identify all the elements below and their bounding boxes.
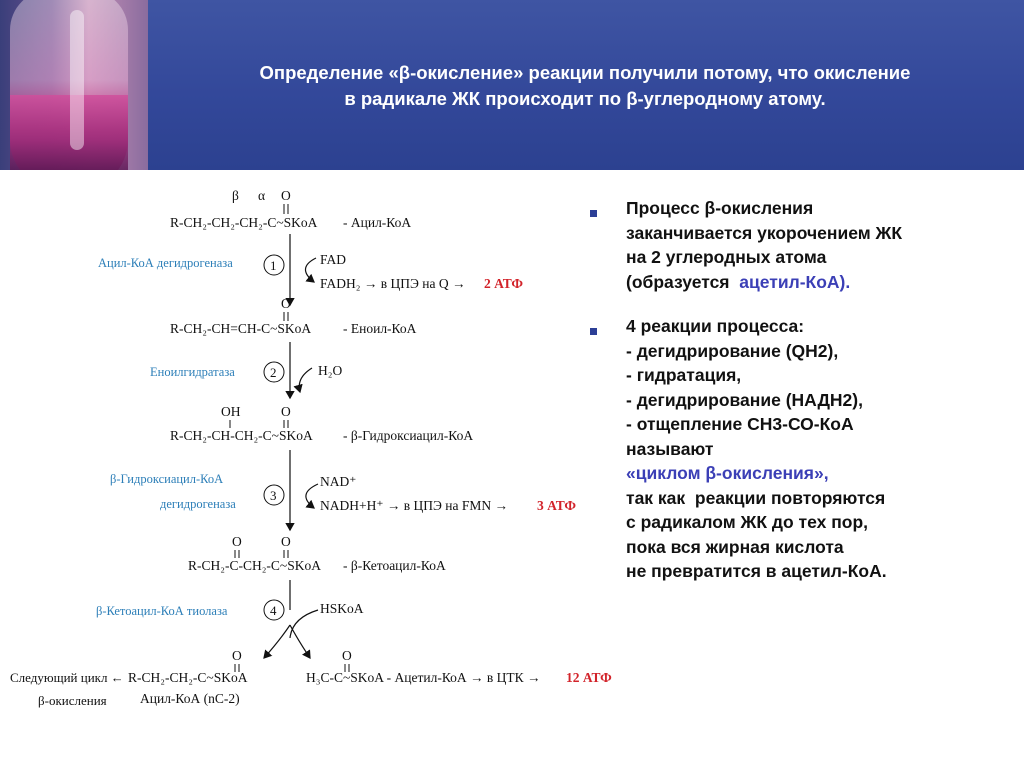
paragraph-1 [626,196,902,294]
enzyme-3-line-1: β-Гидроксиацил-КоА [110,472,224,486]
carbonyl-o-3: O [281,404,291,419]
title-line-2: в радикале ЖК происходит по β-углеродному атому. [344,88,826,109]
enzyme-3-line-2: дегидрогеназа [160,497,236,511]
cycle-highlight: «циклом β-окисления», [626,463,829,483]
p2-line-4: - дегидрирование (НАДН2), [626,389,863,410]
p2-tail-2: с радикалом ЖК до тех пор, [626,512,869,532]
bullet-2 [590,328,600,338]
nadh-line: NADH+H⁺ → в ЦПЭ на FMN → [320,498,508,513]
nad-label: NAD⁺ [320,474,357,489]
ketoacyl-formula: R-CH₂-C-CH₂-C~SKoA [188,558,321,573]
p2-tail-3: пока вся жирная кислота [626,536,844,557]
p2-tail-1: так как реакции повторяются [626,487,886,508]
product-o-1: O [232,648,242,663]
paragraph-2 [626,314,887,584]
acyl-coa-label: - Ацил-КоА [343,215,412,230]
bullet-1 [590,210,600,220]
p1-line-1: Процесс β-окисления [626,198,814,218]
ketoacyl-label: - β-Кетоацил-КоА [343,558,446,573]
step-4: 4 [270,603,277,618]
beta-oxidation-scheme [0,170,620,715]
alpha-label: α [258,188,266,203]
next-cycle-line-2: β-окисления [38,693,107,708]
hydroxyacyl-label: - β-Гидроксиацил-КоА [343,428,474,443]
atp-2: 2 АТФ [484,276,523,291]
fad-label: FAD [320,252,347,267]
step-1: 1 [270,258,277,273]
carbonyl-o-2: O [281,296,291,311]
p2-line-1: 4 реакции процесса: [626,316,805,336]
p1-line-4: (образуется [626,271,740,292]
header-band [0,0,1024,170]
p2-line-5: - отщепление СН3-СО-КоА [626,414,854,434]
atp-3: 3 АТФ [537,498,576,513]
water-label: H₂O [318,363,343,378]
acetyl-line: H₃C-C~SKoA - Ацетил-КоА → в ЦТК → [306,670,541,685]
scheme-svg [0,170,620,715]
carbonyl-o-1: O [281,188,291,203]
atp-12: 12 АТФ [566,670,612,685]
enzyme-1: Ацил-КоА дегидрогеназа [98,256,233,270]
product-o-2: O [342,648,352,663]
p2-line-2: - дегидрирование (QH2), [626,340,839,361]
p1-line-2: заканчивается укорочением ЖК [626,222,903,243]
keto-o: O [232,534,242,549]
oh-label: OH [221,404,241,419]
slide-title [160,60,1010,112]
enoyl-coa-formula: R-CH₂-CH=CH-C~SKoA [170,321,312,336]
hydroxyacyl-formula: R-CH₂-CH-CH₂-C~SKoA [170,428,313,443]
acyl-coa-formula: R-CH₂-CH₂-CH₂-C~SKoA [170,215,318,230]
hskoa-label: HSKoA [320,601,364,616]
p2-line-3: - гидратация, [626,365,742,385]
step-3: 3 [270,488,277,503]
p2-line-6: называют [626,438,714,459]
product-name: Ацил-КоА (nC-2) [140,691,240,706]
title-line-1: Определение «β-окисление» реакции получили потому, что окисление [259,62,911,83]
product-formula: R-CH₂-CH₂-C~SKoA [128,670,248,685]
step-2: 2 [270,365,277,380]
next-cycle-line-1: Следующий цикл ← [10,670,124,685]
enzyme-4: β-Кетоацил-КоА тиолаза [96,604,228,618]
flask-image [0,0,148,170]
carbonyl-o-4: O [281,534,291,549]
acetyl-coa-highlight: ацетил-КоА). [739,271,851,292]
enoyl-coa-label: - Еноил-КоА [343,321,417,336]
p1-line-3: на 2 углеродных атома [626,247,827,267]
p2-tail-4: не превратится в ацетил-КоА. [626,561,887,581]
fadh2-line: FADH₂ → в ЦПЭ на Q → [320,276,466,291]
beta-label: β [232,188,239,203]
enzyme-2: Еноилгидратаза [150,365,235,379]
